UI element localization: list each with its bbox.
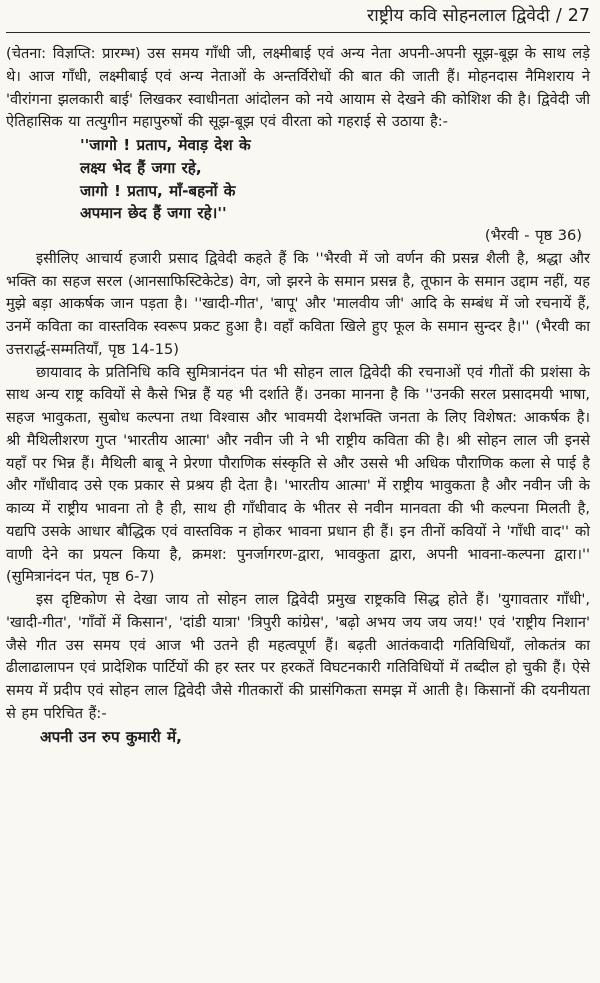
verse-line: अपनी उन रुप कुमारी में,: [40, 727, 182, 746]
verse-line: ''जागो ! प्रताप, मेवाड़ देश के: [80, 136, 251, 154]
paragraph-3: छायावाद के प्रतिनिधि कवि सुमित्रानंदन पंत भी सोहन लाल द्विवेदी की रचनाओं एवं गीतों की प्रशंसा के साथ अन्य राष्ट्र कवियों से कैसे भिन्न हैं यह भी दर्शाते हैं। उनका मानना है कि ''उनकी सरल प्रसादमयी भाषा, सहज भावुकता, सुबोध कल्पना तथा विश्वास और भावमयी देशभक्ति जनता के लिए विशेषत: आकर्षक है। श्री मैथिलीशरण गुप्त 'भारतीय आत्मा' और नवीन जी ने भी राष्ट्रीय कविता की है। श्री सोहन लाल जी इनसे यहाँ पर भिन्न हैं। मैथिली बाबू ने प्रेरणा पौराणिक संस्कृति से और उससे भी अधिक पौराणिक कला से पाई है और गाँधीवाद उसे एक प्रकार से प्रश्रय ही देता है। 'भारतीय आत्मा' में राष्ट्रीय भावुकता है और नवीन जी के काव्य में राष्ट्रीय भावना तो है ही, साथ ही गाँधीवाद के भीतर से नवीन मानवता की भी कल्पना मिलती है, यद्यपि उसके आधार बौद्धिक एवं वास्तविक न होकर भावना प्रधान ही हैं। इन तीनों कवियों ने 'गाँधी वाद'' को वाणी देने का प्रयत्न किया है, क्रमश: पुनर्जागरण-द्वारा, भावकुता द्वारा, अपनी भावना-कल्पना द्वारा।'' (सुमित्रानंदन पंत, पृष्ठ 6-7): [6, 363, 590, 586]
verse-line: अपमान छेद हैं जगा रहे।'': [80, 204, 227, 223]
header-separator: /: [555, 6, 562, 26]
verse-quote-1: [80, 134, 590, 225]
running-title: राष्ट्रीय कवि सोहनलाल द्विवेदी: [367, 6, 550, 26]
page-body: [6, 43, 590, 748]
running-header: [6, 4, 590, 28]
header-rule: [6, 32, 590, 33]
paragraph-1: (चेतना: विज्ञप्ति: प्रारम्भ) उस समय गाँधी जी, लक्ष्मीबाई एवं अन्य नेता अपनी-अपनी सूझ-बूझ के साथ लड़े थे। आज गाँधी, लक्ष्मीबाई एवं अन्य नेताओं के अन्तर्विरोधों की बात की जाती हैं। मोहनदास नैमिशराय ने 'वीरांगना झलकारी बाई' लिखकर स्वाधीनता आंदोलन को नये आयाम से देखने की कोशिश की है। द्विवेदी जी ऐतिहासिक या तत्युगीन महापुरुषों की सूझ-बूझ एवं वीरता को गहराई से उठाया है:-: [6, 45, 590, 131]
verse-quote-2: [40, 726, 590, 749]
verse-line: लक्ष्य भेद हैं जगा रहे,: [80, 158, 202, 177]
verse-citation: (भैरवी - पृष्ठ 36): [484, 227, 582, 244]
page-number: 27: [567, 6, 590, 26]
verse-line: जागो ! प्रताप, माँ-बहनों के: [80, 181, 236, 200]
paragraph-4: इस दृष्टिकोण से देखा जाय तो सोहन लाल द्विवेदी प्रमुख राष्ट्रकवि सिद्ध होते हैं। 'युगावतार गाँधी', 'खादी-गीत', 'गाँवों में किसान', 'दांडी यात्रा' 'त्रिपुरी कांग्रेस', 'बढ़ो अभय जय जय जय!' एवं 'राष्ट्रीय निशान' जैसे गीत उस समय एवं आज भी उतने ही महत्वपूर्ण हैं। बढ़ती आतंकवादी गतिविधियाँ, लोकतंत्र का ढीलाढालापन एवं प्रादेशिक पार्टियों की हर स्तर पर हरकतें विघटनकारी गतिविधियों में तब्दील हो चुकी हैं। ऐसे समय में प्रदीप एवं सोहन लाल द्विवेदी जैसे गीतकारों की प्रासंगिकता समझ में आती है। किसानों की दयनीयता से हम परिचित हैं:-: [6, 591, 590, 722]
paragraph-2: इसीलिए आचार्य हजारी प्रसाद द्विवेदी कहते हैं कि ''भैरवी में जो वर्णन की प्रसन्न शैली है, श्रद्धा और भक्ति का सहज सरल (आनसाफिस्टिकेटेड) वेग, जो झरने के समान प्रसन्न है, तूफान के समान उद्दाम नहीं, यह मुझे बड़ा आकर्षक जान पड़ता है। ''खादी-गीत', 'बापू' और 'मालवीय जी' आदि के सम्बंध में जो रचनायें हैं, उनमें कविता का वास्तविक स्वरूप प्रकट हुआ है। वहाँ कविता खिले हुए फूल के समान सुन्दर है।'' (भैरवी का उत्तरार्द्ध-सम्मतियाँ, पृष्ठ 14-15): [6, 249, 590, 358]
